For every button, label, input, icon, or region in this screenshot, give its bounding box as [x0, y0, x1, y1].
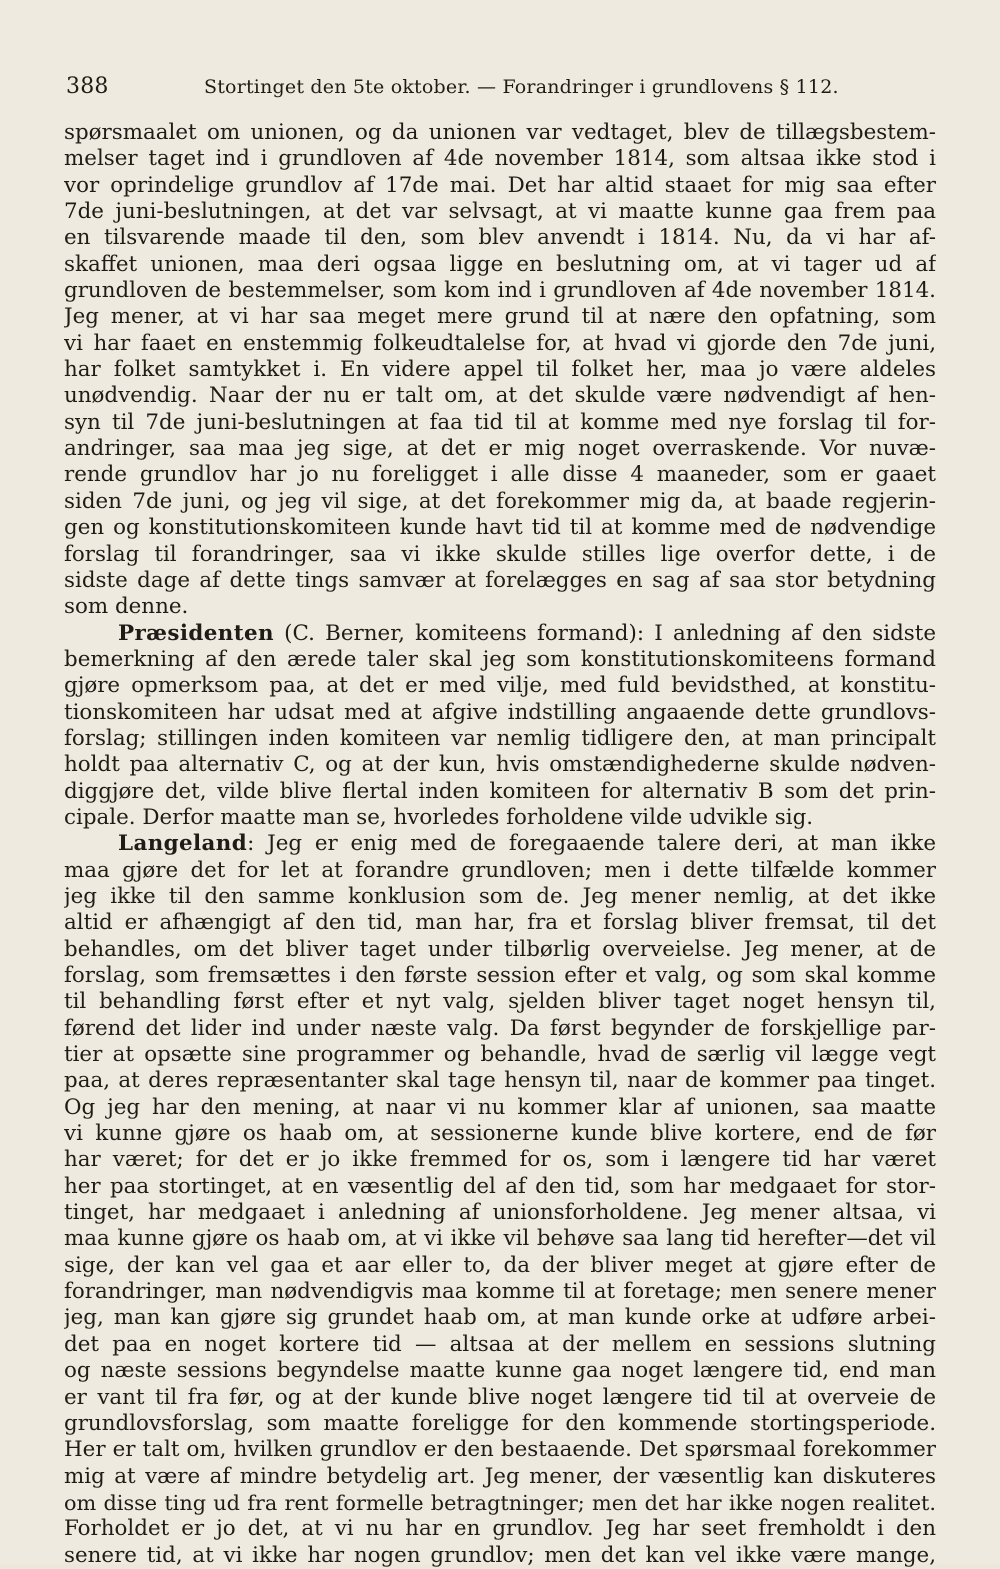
line-text: forslag; stillingen inden komiteen var nemlig tidligere den, at man principalt	[64, 725, 936, 751]
line-text: andringer, saa maa jeg sige, at det er mig noget overraskende. Vor nuvæ-	[64, 436, 936, 462]
text-line	[64, 252, 936, 278]
line-text: maa gjøre det for let at forandre grundloven; men i dette tilfælde kommer	[64, 857, 936, 883]
text-line	[64, 805, 936, 831]
text-line	[64, 436, 936, 462]
text-line	[64, 884, 936, 910]
text-line	[64, 1516, 936, 1542]
text-line	[64, 1226, 936, 1252]
line-text: diggjøre det, vilde blive flertal inden komiteen for alternativ B som det prin-	[64, 778, 936, 804]
line-text: er vant til fra før, og at der kunde blive noget længere tid til at overveie de	[64, 1384, 936, 1410]
line-text: grundlovsforslag, som maatte foreligge for den kommende stortingsperiode.	[64, 1410, 936, 1436]
line-text: senere tid, at vi ikke har nogen grundlov; men det kan vel ikke være mange,	[64, 1542, 936, 1568]
line-text: vi har faaet en enstemmig folkeudtalelse for, at hvad vi gjorde den 7de juni,	[64, 330, 936, 356]
text-line	[64, 989, 936, 1015]
line-text: vor oprindelige grundlov af 17de mai. Det har altid staaet for mig saa efter	[64, 172, 936, 198]
text-line	[64, 1358, 936, 1384]
line-text: rende grundlov har jo nu foreligget i alle disse 4 maaneder, som er gaaet	[64, 462, 936, 488]
line-text: forslag til forandringer, saa vi ikke skulde stilles lige overfor dette, i de	[64, 541, 936, 567]
line-text: behandles, om det bliver taget under tilbørlig overveielse. Jeg mener, at de	[64, 936, 936, 962]
text-line	[64, 331, 936, 357]
line-text: skaffet unionen, maa deri ogsaa ligge en beslutning om, at vi tager ud af	[64, 251, 936, 277]
line-text: 7de juni-beslutningen, at det var selvsagt, at vi maatte kunne gaa frem paa	[64, 199, 936, 225]
line-text: bemerkning af den ærede taler skal jeg som konstitutionskomiteens formand	[64, 646, 936, 672]
running-head-title: Stortinget den 5te oktober. — Forandringer i grundlovens § 112.	[204, 76, 839, 98]
line-text: Jeg mener, at vi har saa meget mere grund til at nære den opfatning, som	[64, 304, 936, 330]
text-line	[64, 910, 936, 936]
text-line	[64, 779, 936, 805]
running-head	[66, 74, 936, 104]
line-text: sidste dage af dette tings samvær at forelægges en sag af saa stor betydning	[64, 567, 936, 593]
line-text: forandringer, man nødvendigvis maa komme til at foretage; men senere mener	[64, 1279, 936, 1305]
text-line	[64, 1121, 936, 1147]
text-line	[64, 462, 936, 488]
line-text: jeg ikke til den samme konklusion som de. Jeg mener nemlig, at det ikke	[64, 883, 936, 909]
line-text: paa, at deres repræsentanter skal tage hensyn til, naar de kommer paa tinget.	[64, 1068, 936, 1094]
line-text: Og jeg har den mening, at naar vi nu kommer klar af unionen, saa maatte	[64, 1094, 936, 1120]
line-text: grundloven de bestemmelser, som kom ind i grundloven af 4de november 1814.	[64, 278, 936, 304]
text-line	[64, 1147, 936, 1173]
text-line	[64, 1464, 936, 1490]
text-line	[64, 542, 936, 568]
speaker-line	[64, 621, 936, 647]
text-line	[64, 1490, 936, 1516]
text-line	[64, 1042, 936, 1068]
line-text: : Jeg er enig med de foregaaende talere deri, at man ikke	[247, 831, 936, 857]
line-text: Her er talt om, hvilken grundlov er den bestaaende. Det spørsmaal forekommer	[64, 1437, 936, 1463]
text-line	[64, 700, 936, 726]
text-line	[64, 357, 936, 383]
line-text: melser taget ind i grundloven af 4de november 1814, som altsaa ikke stod i	[64, 146, 936, 172]
line-text: forslag, som fremsættes i den første session efter et valg, og som skal komme	[64, 963, 936, 988]
line-text: altid er afhængigt af den tid, man har, fra et forslag bliver fremsat, til det	[64, 910, 936, 936]
text-line	[64, 568, 936, 594]
line-text: tionskomiteen har udsat med at afgive indstilling angaaende dette grundlovs-	[64, 699, 936, 725]
line-text: unødvendig. Naar der nu er talt om, at det skulde være nødvendigt af hen-	[64, 383, 936, 409]
text-line	[64, 199, 936, 225]
line-text: sige, der kan vel gaa et aar eller to, da der bliver meget at gjøre efter de	[64, 1252, 936, 1278]
line-text: syn til 7de juni-beslutningen at faa tid til at komme med nye forslag til for-	[64, 409, 936, 435]
text-line	[64, 1174, 936, 1200]
line-text: har været; for det er jo ikke fremmed for os, som i længere tid har været	[64, 1147, 936, 1173]
text-line	[64, 937, 936, 963]
text-line	[64, 752, 936, 778]
text-line	[64, 146, 936, 172]
line-text: og næste sessions begyndelse maatte kunne gaa noget længere tid, end man	[64, 1358, 936, 1384]
line-text: Forholdet er jo det, at vi nu har en grundlov. Jeg har seet fremholdt i den	[64, 1516, 936, 1542]
line-text: en tilsvarende maade til den, som blev anvendt i 1814. Nu, da vi har af-	[64, 225, 936, 251]
text-line	[64, 594, 936, 620]
text-line	[64, 278, 936, 304]
line-text: maa kunne gjøre os haab om, at vi ikke vil behøve saa lang tid herefter—det vil	[64, 1226, 936, 1252]
line-text: mig at være af mindre betydelig art. Jeg mener, der væsentlig kan diskuteres	[64, 1463, 936, 1489]
line-text: til behandling først efter et nyt valg, sjelden bliver taget noget hensyn til,	[64, 989, 936, 1015]
line-text: gen og konstitutionskomiteen kunde havt tid til at komme med de nødvendige	[64, 515, 936, 541]
text-line	[64, 225, 936, 251]
text-line	[64, 1437, 936, 1463]
line-text: tier at opsætte sine programmer og behandle, hvad de særlig vil lægge vegt	[64, 1042, 936, 1068]
text-line	[64, 1253, 936, 1279]
line-text: spørsmaalet om unionen, og da unionen var vedtaget, blev de tillægsbestem-	[64, 120, 936, 145]
line-text: her paa stortinget, at en væsentlig del af den tid, som har medgaaet for stor-	[64, 1173, 936, 1199]
text-line	[64, 673, 936, 699]
line-text: om disse ting ud fra rent formelle betragtninger; men det har ikke nogen realitet.	[64, 1490, 936, 1515]
text-line	[64, 1305, 936, 1331]
line-text: tinget, har medgaaet i anledning af unionsforholdene. Jeg mener altsaa, vi	[64, 1200, 936, 1226]
line-text: jeg, man kan gjøre sig grundet haab om, at man kunde orke at udføre arbei-	[64, 1305, 936, 1331]
text-line	[64, 1016, 936, 1042]
text-line	[64, 515, 936, 541]
text-line	[64, 173, 936, 199]
body-text	[64, 120, 936, 1569]
text-line	[64, 410, 936, 436]
line-text: siden 7de juni, og jeg vil sige, at det forekommer mig da, at baade regjerin-	[64, 488, 936, 514]
text-line	[64, 1411, 936, 1437]
text-line	[64, 1200, 936, 1226]
line-text: cipale. Derfor maatte man se, hvorledes forholdene vilde udvikle sig.	[64, 804, 814, 830]
line-text: holdt paa alternativ C, og at der kun, hvis omstændighederne skulde nødven-	[64, 752, 936, 778]
line-text: som denne.	[64, 594, 189, 620]
line-text: det paa en noget kortere tid — altsaa at der mellem en sessions slutning	[64, 1331, 936, 1357]
text-line	[64, 1543, 936, 1569]
text-line	[64, 1279, 936, 1305]
speaker-line	[64, 831, 936, 857]
text-line	[64, 1095, 936, 1121]
line-text: gjøre opmerksom paa, at det er med vilje, med fuld bevidsthed, at konstitu-	[64, 673, 936, 699]
text-line	[64, 1068, 936, 1094]
text-line	[64, 1385, 936, 1411]
text-line	[64, 120, 936, 146]
page-number: 388	[66, 74, 109, 99]
speaker-name: Langeland	[118, 831, 248, 857]
line-text: vi kunne gjøre os haab om, at sessionerne kunde blive kortere, end de før	[64, 1121, 936, 1147]
text-line	[64, 304, 936, 330]
line-text: (C. Berner, komiteens formand): I anledning af den sidste	[273, 620, 936, 646]
speaker-name: Præsidenten	[118, 620, 274, 646]
text-line	[64, 858, 936, 884]
text-line	[64, 647, 936, 673]
line-text: har folket samtykket i. En videre appel til folket her, maa jo være aldeles	[64, 357, 936, 383]
text-line	[64, 963, 936, 989]
text-line	[64, 726, 936, 752]
text-line	[64, 489, 936, 515]
text-line	[64, 383, 936, 409]
text-line	[64, 1332, 936, 1358]
line-text: førend det lider ind under næste valg. Da først begynder de forskjellige par-	[64, 1015, 936, 1041]
